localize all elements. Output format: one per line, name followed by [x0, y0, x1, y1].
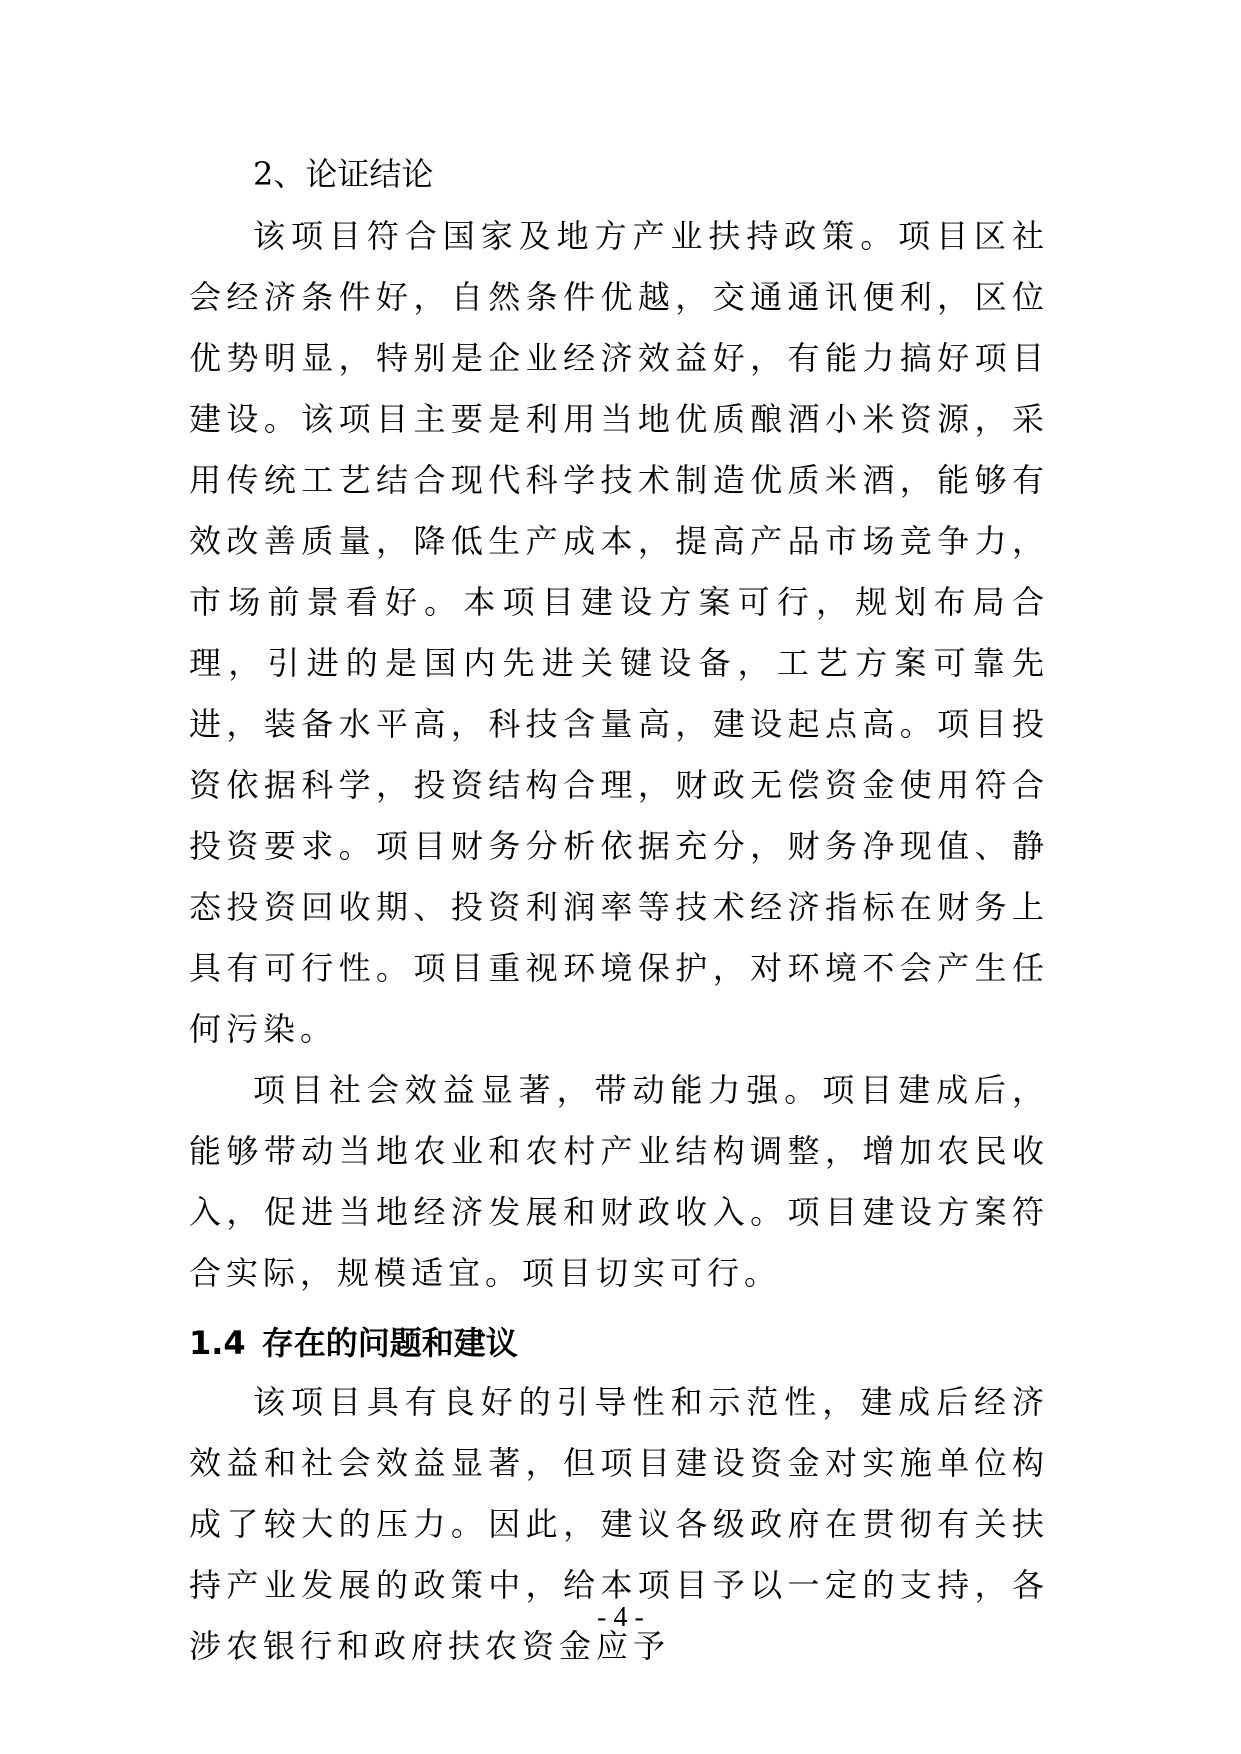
- section-title: 存在的问题和建议: [261, 1324, 518, 1362]
- paragraph-social-benefit: 项目社会效益显著，带动能力强。项目建成后，能够带动当地农业和农村产业结构调整，增加农民收入，促进当地经济发展和财政收入。项目建设方案符合实际，规模适宜。项目切实可行。: [189, 1071, 1049, 1292]
- page-number: - 4 -: [597, 1602, 644, 1633]
- section-heading: [189, 1314, 1049, 1372]
- subsection-heading: 2、论证结论: [253, 155, 434, 193]
- paragraph-issues: 该项目具有良好的引导性和示范性，建成后经济效益和社会效益显著，但项目建设资金对实施单位构成了较大的压力。因此，建议各级政府在贯彻有关扶持产业发展的政策中，给本项目予以一定的支持，各涉农银行和政府扶农资金应予: [189, 1383, 1049, 1665]
- section-number: 1.4: [189, 1324, 246, 1362]
- paragraph-conclusion: 该项目符合国家及地方产业扶持政策。项目区社会经济条件好，自然条件优越，交通通讯便利，区位优势明显，特别是企业经济效益好，有能力搞好项目建设。该项目主要是利用当地优质酿酒小米资源，采用传统工艺结合现代科学技术制造优质米酒，能够有效改善质量，降低生产成本，提高产品市场竞争力，市场前景看好。本项目建设方案可行，规划布局合理，引进的是国内先进关键设备，工艺方案可靠先进，装备水平高，科技含量高，建设起点高。项目投资依据科学，投资结构合理，财政无偿资金使用符合投资要求。项目财务分析依据充分，财务净现值、静态投资回收期、投资利润率等技术经济指标在财务上具有可行性。项目重视环境保护，对环境不会产生任何污染。: [189, 217, 1049, 1048]
- page-body: [189, 156, 1049, 1677]
